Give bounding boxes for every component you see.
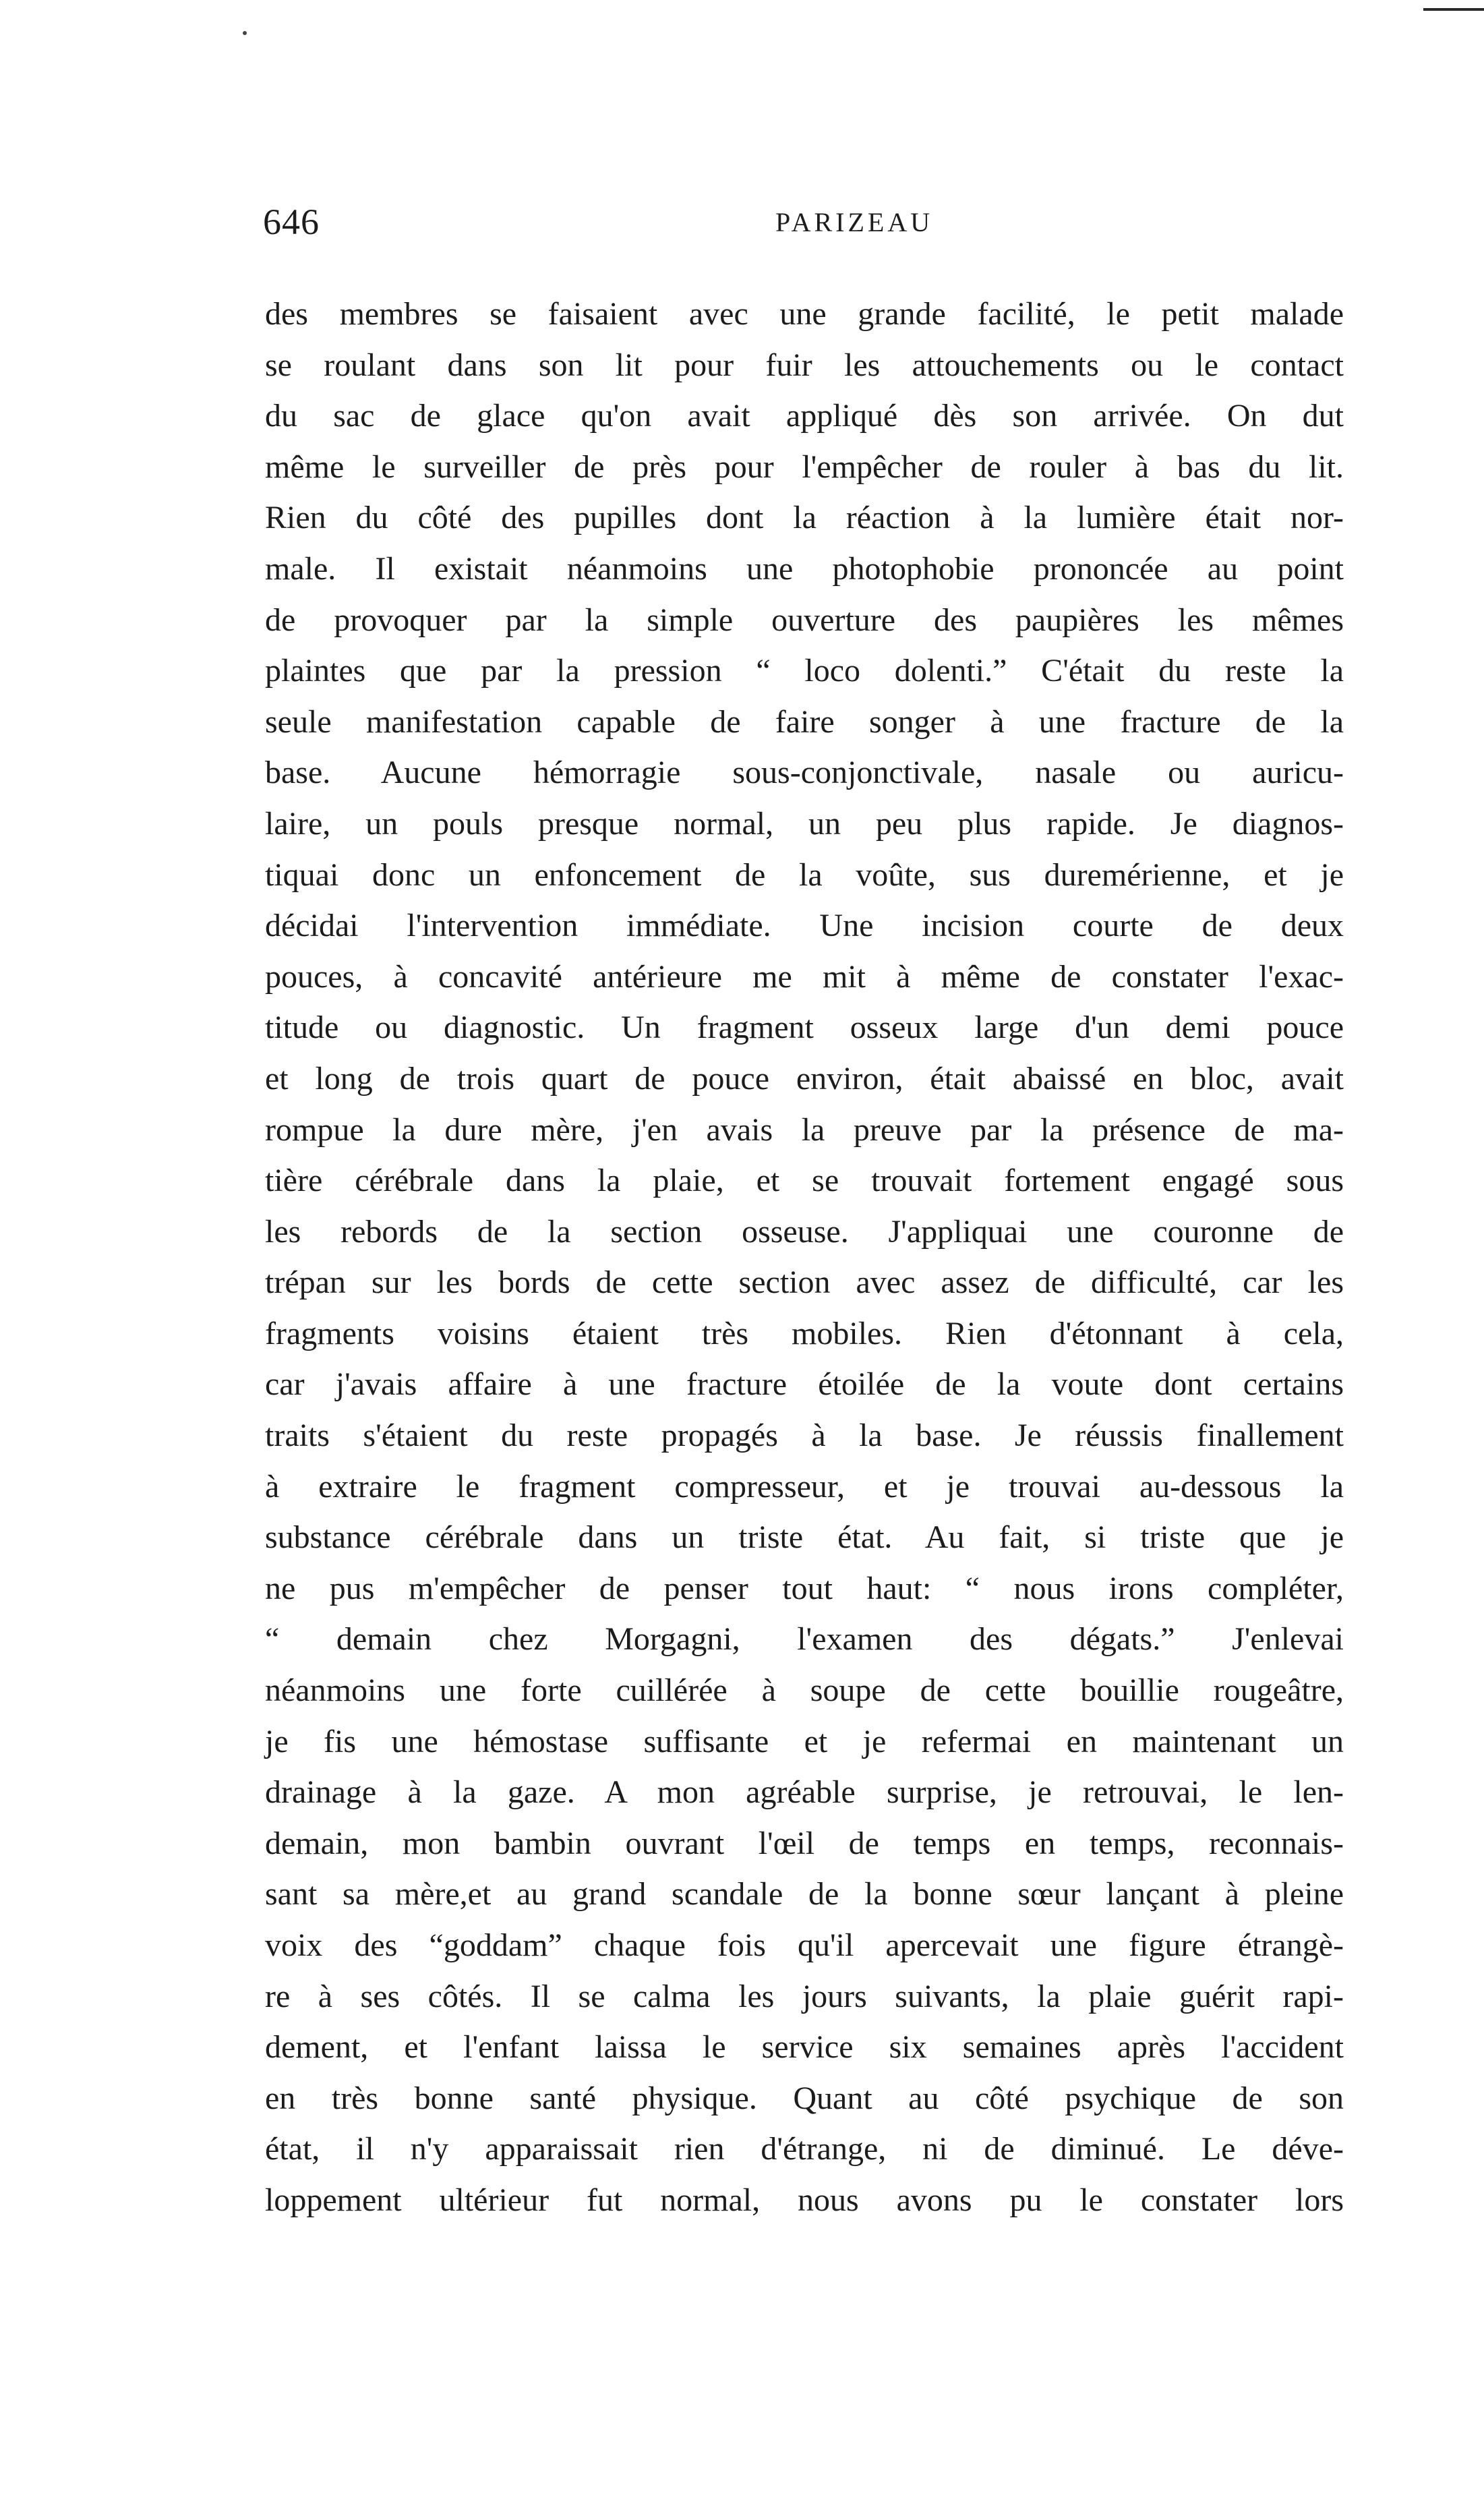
text-line: voix des “goddam” chaque fois qu'il apercevait une figure étrangè- [265, 1927, 1344, 1963]
text-line: car j'avais affaire à une fracture étoilée de la voute dont certains [265, 1366, 1344, 1403]
text-line: état, il n'y apparaissait rien d'étrange, ni de diminué. Le déve- [265, 2131, 1344, 2167]
text-line: traits s'étaient du reste propagés à la base. Je réussis finallement [265, 1418, 1344, 1454]
text-line: plaintes que par la pression “ loco dolenti.” C'était du reste la [265, 653, 1344, 689]
text-line: loppement ultérieur fut normal, nous avons pu le constater lors [265, 2182, 1344, 2218]
text-line: trépan sur les bords de cette section avec assez de difficulté, car les [265, 1264, 1344, 1301]
text-line: se roulant dans son lit pour fuir les attouchements ou le contact [265, 347, 1344, 383]
text-line: ne pus m'empêcher de penser tout haut: “ nous irons compléter, [265, 1570, 1344, 1606]
text-line: demain, mon bambin ouvrant l'œil de temps en temps, reconnais- [265, 1825, 1344, 1861]
text-line: de provoquer par la simple ouverture des paupières les mêmes [265, 602, 1344, 638]
text-line: substance cérébrale dans un triste état. Au fait, si triste que je [265, 1519, 1344, 1556]
text-line: du sac de glace qu'on avait appliqué dès son arrivée. On dut [265, 398, 1344, 434]
text-line: drainage à la gaze. A mon agréable surprise, je retrouvai, le len- [265, 1774, 1344, 1811]
text-line: sant sa mère,et au grand scandale de la bonne sœur lançant à pleine [265, 1876, 1344, 1913]
text-line: dement, et l'enfant laissa le service six semaines après l'accident [265, 2029, 1344, 2066]
text-line: pouces, à concavité antérieure me mit à même de constater l'exac- [265, 958, 1344, 995]
text-line: et long de trois quart de pouce environ, était abaissé en bloc, avait [265, 1060, 1344, 1097]
text-line: néanmoins une forte cuillérée à soupe de cette bouillie rougeâtre, [265, 1672, 1344, 1709]
top-rule [1423, 8, 1484, 11]
text-line: des membres se faisaient avec une grande facilité, le petit malade [265, 296, 1344, 332]
text-line: décidai l'intervention immédiate. Une incision courte de deux [265, 908, 1344, 944]
text-line: même le surveiller de près pour l'empêcher de rouler à bas du lit. [265, 448, 1344, 485]
text-line: male. Il existait néanmoins une photophobie prononcée au point [265, 550, 1344, 587]
ink-speck [243, 31, 247, 35]
text-line: je fis une hémostase suffisante et je refermai en maintenant un [265, 1723, 1344, 1759]
text-line: tière cérébrale dans la plaie, et se trouvait fortement engagé sous [265, 1163, 1344, 1199]
text-line: base. Aucune hémorragie sous-conjonctivale, nasale ou auricu- [265, 755, 1344, 791]
text-line: laire, un pouls presque normal, un peu plus rapide. Je diagnos- [265, 805, 1344, 842]
page-number: 646 [263, 202, 320, 242]
text-line: re à ses côtés. Il se calma les jours suivants, la plaie guérit rapi- [265, 1978, 1344, 2014]
running-head [263, 201, 1342, 255]
header-title: PARIZEAU [775, 207, 934, 237]
text-line: Rien du côté des pupilles dont la réaction à la lumière était nor- [265, 500, 1344, 536]
text-line: rompue la dure mère, j'en avais la preuve par la présence de ma- [265, 1111, 1344, 1148]
text-line: en très bonne santé physique. Quant au côté psychique de son [265, 2080, 1344, 2116]
text-line: fragments voisins étaient très mobiles. Rien d'étonnant à cela, [265, 1315, 1344, 1351]
text-line: tiquai donc un enfoncement de la voûte, sus duremérienne, et je [265, 856, 1344, 893]
text-line: seule manifestation capable de faire songer à une fracture de la [265, 703, 1344, 740]
body-text [265, 289, 1344, 2226]
text-line: les rebords de la section osseuse. J'appliquai une couronne de [265, 1213, 1344, 1250]
text-line: à extraire le fragment compresseur, et je trouvai au-dessous la [265, 1468, 1344, 1505]
text-line: titude ou diagnostic. Un fragment osseux large d'un demi pouce [265, 1010, 1344, 1046]
text-line: “ demain chez Morgagni, l'examen des dégats.” J'enlevai [265, 1621, 1344, 1658]
